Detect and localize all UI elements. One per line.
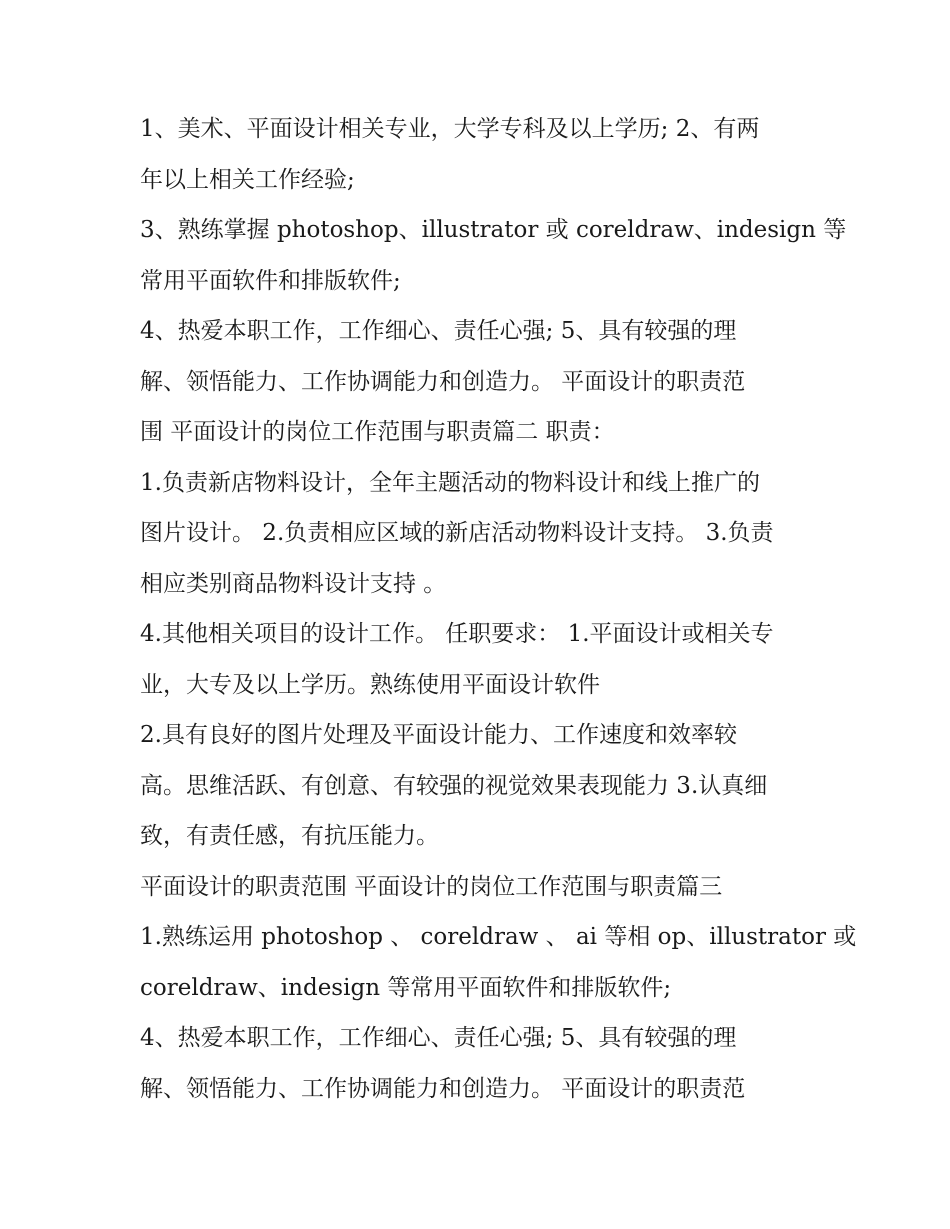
- text-line: 2.具有良好的图片处理及平面设计能力、工作速度和效率较: [140, 722, 737, 748]
- text-line: 高。思维活跃、有创意、有较强的视觉效果表现能力 3.认真细: [140, 772, 768, 799]
- text-line: coreldraw、indesign 等常用平面软件和排版软件;: [140, 974, 672, 1001]
- text-line: 解、领悟能力、工作协调能力和创造力。 平面设计的职责范: [140, 1075, 746, 1102]
- text-line: 4.其他相关项目的设计工作。 任职要求： 1.平面设计或相关专: [140, 621, 774, 647]
- text-line: 4、热爱本职工作，工作细心、责任心强; 5、具有较强的理: [140, 1025, 737, 1051]
- text-line: 业，大专及以上学历。熟练使用平面设计软件: [140, 671, 600, 698]
- text-line: 平面设计的职责范围 平面设计的岗位工作范围与职责篇三: [140, 873, 723, 900]
- text-line: 1、美术、平面设计相关专业，大学专科及以上学历; 2、有两: [140, 116, 760, 142]
- text-line: 致，有责任感，有抗压能力。: [140, 823, 439, 849]
- text-line: 1.熟练运用 photoshop 、 coreldraw 、 ai 等相 op、illustrator 或: [140, 924, 857, 950]
- text-line: 围 平面设计的岗位工作范围与职责篇二 职责：: [140, 419, 615, 445]
- text-line: 常用平面软件和排版软件;: [140, 267, 401, 294]
- text-line: 图片设计。 2.负责相应区域的新店活动物料设计支持。 3.负责: [140, 520, 774, 546]
- text-line: 3、熟练掌握 photoshop、illustrator 或 coreldraw、indesign 等: [140, 217, 847, 243]
- text-line: 1.负责新店物料设计，全年主题活动的物料设计和线上推广的: [140, 469, 760, 496]
- document-body: [140, 104, 857, 1114]
- text-line: 解、领悟能力、工作协调能力和创造力。 平面设计的职责范: [140, 368, 746, 395]
- text-line: 相应类别商品物料设计支持 。: [140, 570, 447, 597]
- text-line: 4、热爱本职工作，工作细心、责任心强; 5、具有较强的理: [140, 318, 737, 344]
- text-line: 年以上相关工作经验;: [140, 166, 355, 193]
